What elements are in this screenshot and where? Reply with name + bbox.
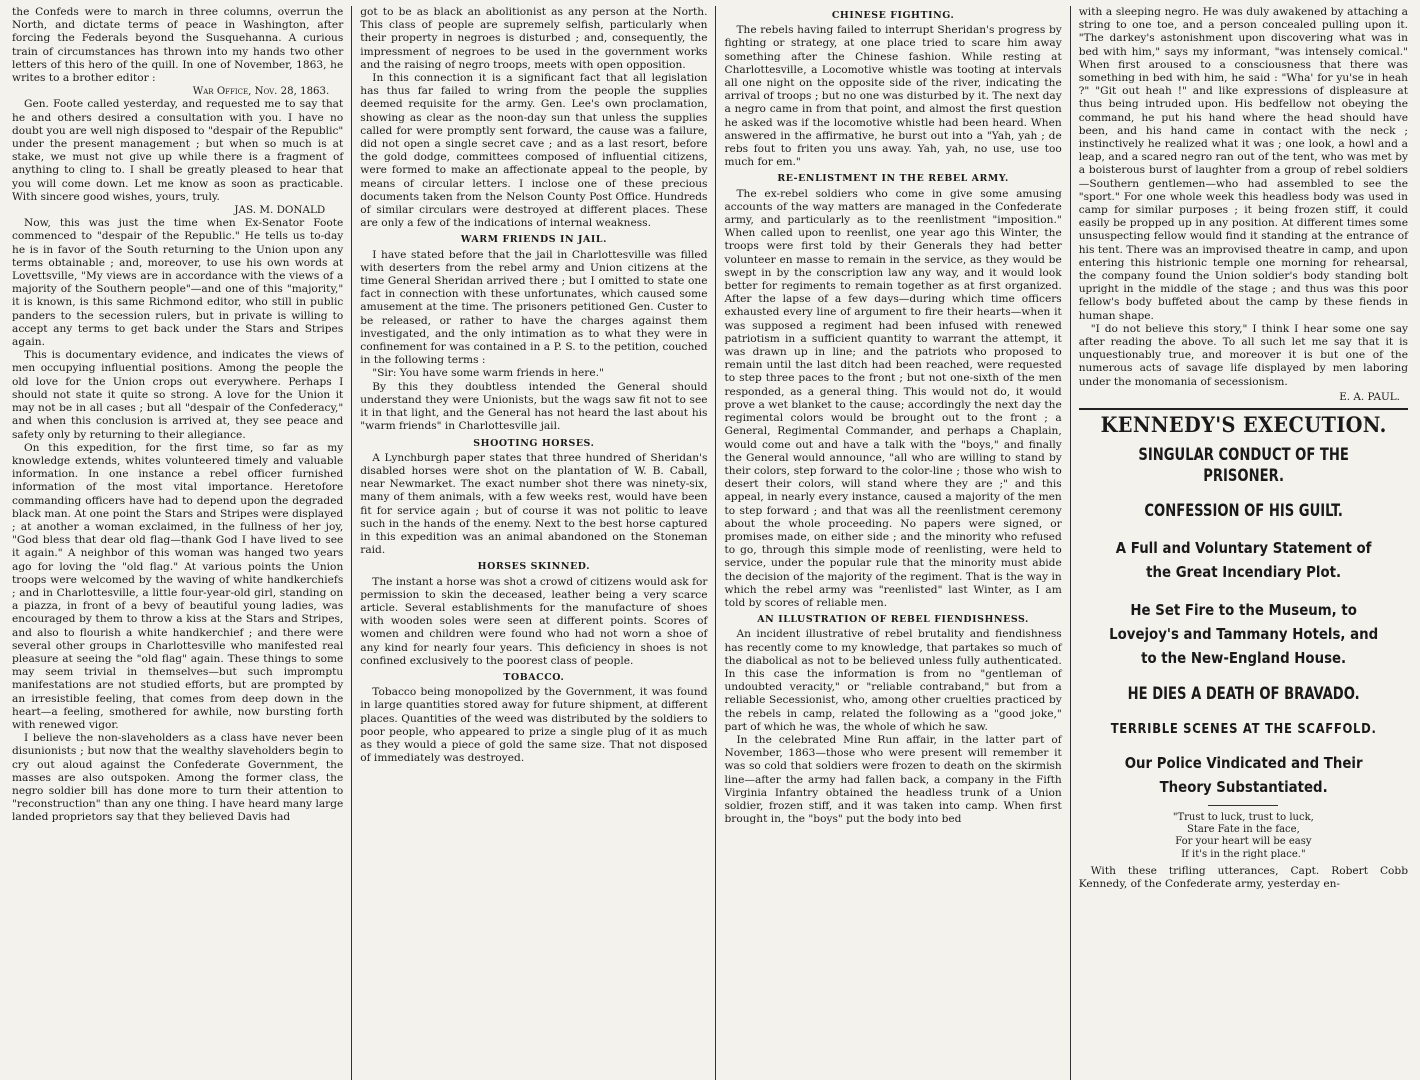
verse-line: Stare Fate in the face, [1186,823,1300,835]
letter-dateline: War Office, Nov. 28, 1863. [192,86,330,98]
paragraph: "Sir: You have some warm friends in here." [372,367,604,380]
letter-signature: JAS. M. DONALD [234,204,326,217]
verse-quote [1079,812,1408,862]
subhead-warm-friends: WARM FRIENDS IN JAIL. [460,234,607,246]
subhead-horses-skinned: HORSES SKINNED. [477,561,591,573]
paragraph: The ex-rebel soldiers who come in give some amusing accounts of the way matters are managed in the Confederate army, and particularly as to the reenlistment "imposition." When called upon to reenlist, one year ago this Winter, the troops were first told by their Generals they had better volunteer en masse to remain in the service, as they would be swept in by the conscription law any way, and it would look better for regiments to remain together as at first organized. After the lapse of a few days—during which time officers exhausted every line of argument to fire their hearts—when it was supposed a regiment had been infused with renewed patriotism in a sufficient quantity to warrant the attempt, it was drawn up in line; and the patriots who proposed to remain until the last ditch had been reached, were requested to step three paces to the front ; but not one-sixth of the men responded, as a general thing. This would not do, it would prove a wet blanket to the cause; accordingly the next day the regimental colors would be brought out to the front ; a General, Regimental Commander, and perhaps a Chaplain, would come out and have a talk with the "boys," and finally the General would announce, "all who are willing to stand by their colors, step forward to the color-line ; those who wish to desert their colors, will stand where they are ;" and this appeal, in nearly every instance, caused a majority of the men to step forward ; and that was all the reenlistment ceremony about the whole proceeding. No papers were signed, or promises made, on either side ; and the minority who refused to go, through this simple mode of reenlisting, were held to service, under the popular rule that the minority must abide the decision of the majority of the regiment. That is the way in which the rebel army was "reenlisted" last Winter, as I am told by scores of reliable men. [724,187,1062,609]
paragraph: The instant a horse was shot a crowd of citizens would ask for permission to skin the deceased, leather being a very scarce article. Several establishments for the manufacture of shoes with wooden soles were seen at different points. Scores of women and children were found who had not worn a shoe of any kind for nearly four years. This deficiency in shoes is not confined exclusively to the poorest class of people. [360,575,708,667]
column-3 [716,6,1069,1080]
paragraph: got to be as black an abolitionist as any person at the North. This class of people are supremely selfish, particularly when their property in negroes is disturbed ; and, consequently, the impressment of negroes to be used in the government works and the raising of negro troops, meets with open opposition. [360,6,708,71]
paragraph: Now, this was just the time when Ex-Senator Foote commenced to "despair of the Republic." He tells us to-day he is in favor of the South returning to the Union upon any terms obtainable ; and, moreover, to use his own words at Lovettsville, "My views are in accordance with the views of a majority of the Southern people"—and one of this "majority," it is known, is this same Richmond editor, who still in public panders to the secession rulers, but in private is willing to accept any terms to get back under the Stars and Stripes again. [12,217,344,349]
headline-deck-6: TERRIBLE SCENES AT THE SCAFFOLD. [1110,721,1377,738]
verse-line: If it's in the right place." [1181,848,1306,860]
paragraph: An incident illustrative of rebel brutality and fiendishness has recently come to my knowledge, that partakes so much of the diabolical as not to be believed unless fully authenticated. In this case the information is from no "gentleman of undoubted veracity," or "reliable contraband," but from a reliable Secessionist, who, among other cruelties practiced by the rebels in camp, related the following as a "good joke," part of which he was, the whole of which he saw. [724,628,1062,733]
subhead-illustration: AN ILLUSTRATION OF REBEL FIENDISHNESS. [757,614,1029,626]
headline-deck-1: SINGULAR CONDUCT OF THE PRISONER. [1138,445,1349,487]
paragraph: In this connection it is a significant fact that all legislation has thus far failed to wring from the people the supplies deemed requisite for the army. Gen. Lee's own proclamation, showing as clear as the noon-day sun that unless the supplies called for were promptly sent forward, the cause was a failure, did not open a single secret cave ; and as a last resort, before the gold dodge, committees composed of influential citizens, were formed to make an affectionate appeal to the people, by means of circular letters. I inclose one of these precious documents taken from the Nelson County Post Office. Hundreds of similar circulars were destroyed at different places. These are only a few of the indications of internal weakness. [360,72,708,230]
verse-line: "Trust to luck, trust to luck, [1172,811,1314,823]
subhead-reenlistment: RE-ENLISTMENT IN THE REBEL ARMY. [777,173,1009,185]
paragraph: By this they doubtless intended the General should understand they were Unionists, but the wags saw fit not to see it in that light, and the General has not heard the last about his "warm friends" in Charlottesville jail. [360,380,708,433]
headline-deck-4: He Set Fire to the Museum, to Lovejoy's and Tammany Hotels, and to the New-England House. [1108,601,1378,668]
section-divider [1079,408,1408,410]
paragraph: On this expedition, for the first time, so far as my knowledge extends, whites volunteered timely and valuable information. In one instance a rebel officer furnished information of the most vital importance. Heretofore commanding officers have had to depend upon the degraded black man. At one point the Stars and Stripes were displayed ; at another a woman exclaimed, in the fullness of her joy, "God bless that dear old flag—thank God I have lived to see it again." A neighbor of this woman was hanged two years ago for loving the "old flag." At various points the Union troops were welcomed by the waving of white handkerchiefs ; and in Charlottesville, a little four-year-old girl, standing on a piazza, in front of a bevy of beautiful young ladies, was encouraged by them to throw a kiss at the Stars and Stripes, and also to flourish a white handkerchief ; and there were several other groups in Charlottesville who manifested real pleasure at seeing the "old flag" again. These things to some may seem trivial in themselves—but such impromptu manifestations are not studied efforts, but are prompted by an irresistible feeling, that comes from deep down in the heart—a feeling, smothered for awhile, now bursting forth with renewed vigor. [12,441,344,731]
paragraph: This is documentary evidence, and indicates the views of men occupying influential positions. Among the people the old love for the Union crops out everywhere. Perhaps I should not state it quite so strong. A love for the Union it may not be in all cases ; but all "despair of the Confederacy," and when this conclusion is arrived at, they see peace and safety only by returning to their allegiance. [12,349,344,441]
paragraph: With these trifling utterances, Capt. Robert Cobb Kennedy, of the Confederate army, yesterday en- [1078,865,1408,891]
paragraph: In the celebrated Mine Run affair, in the latter part of November, 1863—those who were present will remember it was so cold that soldiers were frozen to death on the skirmish line—after the army had fallen back, a company in the Fifth Virginia Infantry obtained the headless trunk of a Union soldier, frozen stiff, and it was taken into camp. When first brought in, the "boys" put the body into bed [724,733,1062,826]
subhead-tobacco: TOBACCO. [503,671,565,683]
headline-deck-5: HE DIES A DEATH OF BRAVADO. [1127,684,1360,705]
paragraph: A Lynchburgh paper states that three hundred of Sheridan's disabled horses were shot on the plantation of W. B. Caball, near Newmarket. The exact number shot there was ninety-six, many of them animals, with a few weeks rest, would have been fit for service again ; but of course it was not politic to leave such in the hands of the enemy. Next to the best horse captured in this expedition was an animal abandoned on the Stoneman raid. [360,451,708,557]
subhead-chinese-fighting: CHINESE FIGHTING. [831,10,955,21]
column-1 [4,6,351,1080]
paragraph: with a sleeping negro. He was duly awakened by attaching a string to one toe, and a person concealed pulling upon it. "The darkey's astonishment upon discovering what was in bed with him," says my informant, "was intensely comical." When first aroused to a consciousness that there was something in bed with him, he said : "Wha' for yu'se in heah ?" "Git out heah !" and like expressions of displeasure at thus being intruded upon. His bedfellow not obeying the command, he put his hand where the head should have been, and his hand came in contact with the neck ; instinctively he realized what it was ; one look, a howl and a leap, and a scared negro ran out of the tent, who was met by a boisterous burst of laughter from a group of rebel soldiers—Southern gentlemen—who had assembled to see the "sport." For one whole week this headless body was used in camp for similar purposes ; it being frozen stiff, it could easily be propped up in any position. At different times some unsuspecting fellow would find it standing at the entrance of his tent. There was an improvised theatre in camp, and upon entering this histrionic temple one morning for rehearsal, the company found the Union soldier's body standing bolt upright in the middle of the stage ; and thus was this poor fellow's body buffeted about the camp by these fiends in human shape. [1078,6,1408,322]
headline-deck-7: Our Police Vindicated and Their Theory Substantiated. [1124,753,1363,796]
letter-body: Gen. Foote called yesterday, and requested me to say that he and others desired a consultation with you. I have no doubt you are well nigh disposed to "despair of the Republic" under the present management ; but when so much is at stake, we must not give up while there is a fragment of anything to cling to. I shall be greatly pleased to hear that you will come down. Let me know as soon as practicable. With sincere good wishes, yours, truly. [12,98,344,203]
paragraph: I have stated before that the jail in Charlottesville was filled with deserters from the rebel army and Union citizens at the time General Sheridan arrived there ; but I omitted to state one fact in connection with these unfortunates, which caused some amusement at the time. The prisoners petitioned Gen. Custer to be released, or rather to have the charges against them investigated, and the only intimation as to what they were in confinement for was contained in a P. S. to the petition, couched in the following terms : [360,248,708,367]
column-2 [352,6,715,1080]
author-signature: E. A. PAUL. [1339,390,1400,403]
divider-dash [1208,805,1278,806]
paragraph: Tobacco being monopolized by the Government, it was found in large quantities stored away for future shipment, at different places. Quantities of the weed was distributed by the soldiers to poor people, who appeared to prize a single plug of it as much as they would a piece of gold the same size. That not disposed of immediately was destroyed. [360,686,708,765]
paragraph: the Confeds were to march in three columns, overrun the North, and dictate terms of peace in Washington, after forcing the Federals beyond the Susquehanna. A curious train of circumstances has thrown into my hands two other letters of this hero of the quill. In one of November, 1863, he writes to a brother editor : [12,6,344,85]
kennedy-headline-stack [1079,412,1408,798]
paragraph: "I do not believe this story," I think I hear some one say after reading the above. To all such let me say that it is unquestionably true, and moreover it is but one of the numerous acts of savage life displayed by men laboring under the monomania of secessionism. [1078,322,1408,388]
subhead-shooting-horses: SHOOTING HORSES. [473,437,595,449]
paragraph: The rebels having failed to interrupt Sheridan's progress by fighting or strategy, at one place tried to scare him away something after the Chinese fashion. While resting at Charlottesville, a Locomotive whistle was tooting at intervals all one night on the opposite side of the river, indicating the arrival of troops ; but no one was disturbed by it. The next day a negro came in from that point, and almost the first question he asked was if the locomotive whistle had been heard. When answered in the affirmative, he burst out into a "Yah, yah ; de rebs fout to friten you uns away. Yah, yah, no use, use too much for em." [724,24,1062,169]
paragraph: I believe the non-slaveholders as a class have never been disunionists ; but now that the wealthy slaveholders begin to cry out aloud against the Confederate Government, the masses are also outspoken. Among the former class, the negro soldier bill has done more to turn their attention to "reconstruction" than any one thing. I have heard many large landed proprietors say that they believed Davis had [12,732,344,824]
verse-line: For your heart will be easy [1175,836,1312,848]
headline-deck-3: A Full and Voluntary Statement of the Great Incendiary Plot. [1115,539,1372,582]
column-4 [1071,6,1416,1080]
headline-deck-2: CONFESSION OF HIS GUILT. [1144,501,1343,522]
headline-main: KENNEDY'S EXECUTION. [1100,412,1387,438]
